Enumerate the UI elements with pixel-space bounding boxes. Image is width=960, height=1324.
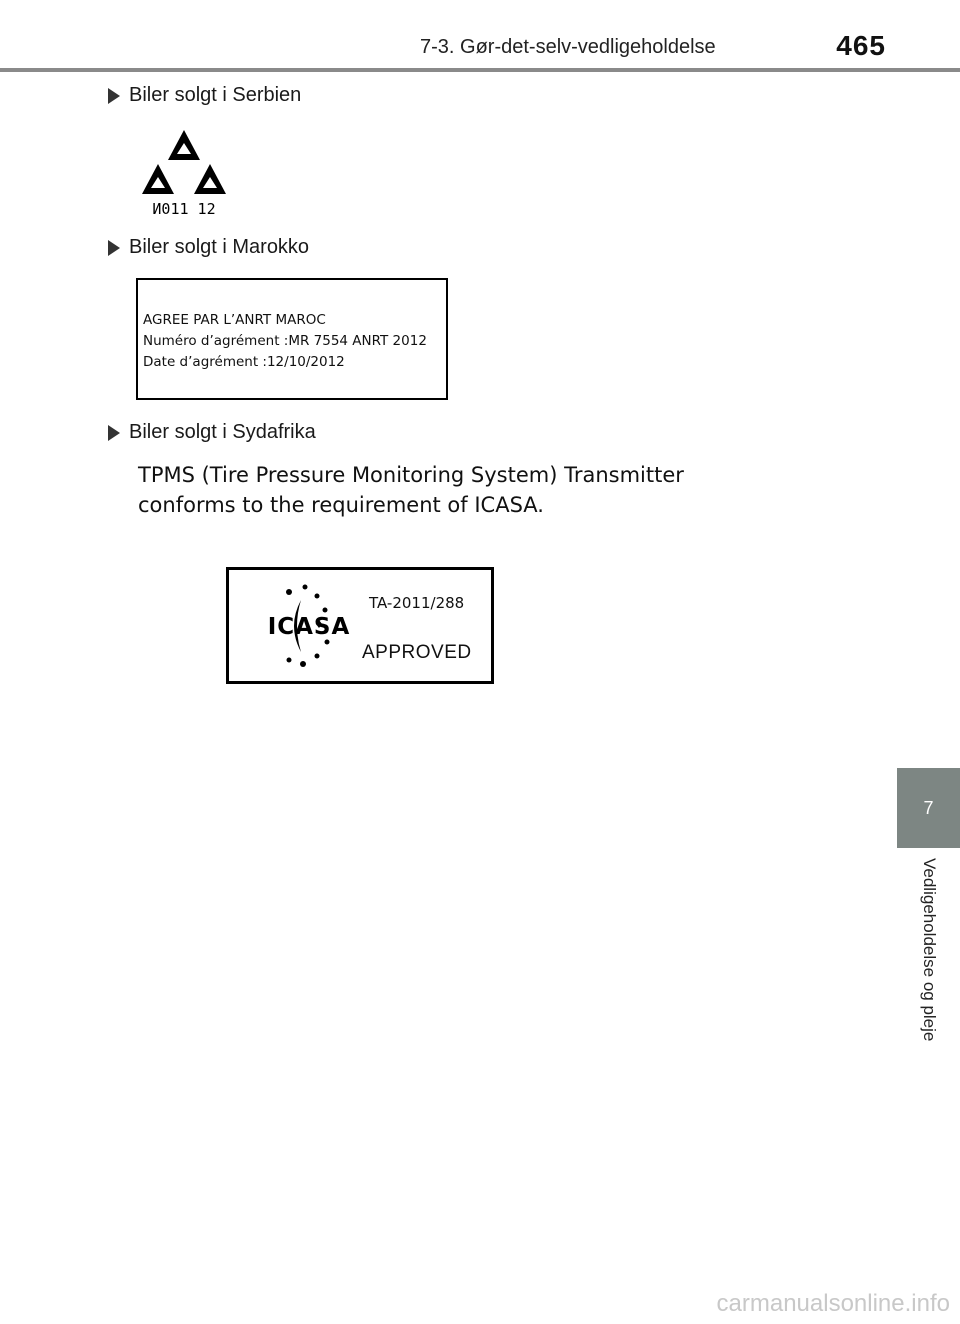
heading-south-africa-label: Biler solgt i Sydafrika	[129, 421, 316, 443]
bullet-triangle-icon	[108, 88, 120, 104]
header-title: 7-3. Gør-det-selv-vedligeholdelse	[420, 36, 716, 58]
heading-south-africa	[108, 421, 316, 444]
chapter-tab-number	[897, 768, 960, 848]
icasa-approval-label	[226, 567, 494, 684]
icasa-status: APPROVED	[362, 642, 472, 663]
icasa-reference: TA-2011/288	[369, 594, 465, 612]
south-africa-line-1: TPMS (Tire Pressure Monitoring System) Transmitter	[138, 463, 684, 487]
morocco-line-3: Date d’agrément :12/10/2012	[143, 354, 345, 370]
heading-serbia	[108, 84, 301, 107]
morocco-line-1: AGREE PAR L’ANRT MAROC	[143, 312, 326, 328]
chapter-tab-label	[897, 848, 960, 1268]
morocco-line-2: Numéro d’agrément :MR 7554 ANRT 2012	[143, 333, 427, 349]
heading-morocco	[108, 236, 309, 259]
heading-serbia-label: Biler solgt i Serbien	[129, 84, 302, 106]
icasa-logo-icon	[253, 580, 361, 672]
south-africa-line-2: conforms to the requirement of ICASA.	[138, 493, 544, 517]
triangle-symbol-icon	[142, 130, 226, 194]
page-number: 465	[836, 30, 886, 61]
icasa-logo-text: ICASA	[267, 614, 351, 640]
bullet-triangle-icon	[108, 425, 120, 441]
serbia-mark-code: И011 12	[152, 200, 216, 218]
south-africa-statement	[138, 460, 778, 520]
chapter-number: 7	[923, 797, 934, 818]
header-rule	[0, 68, 960, 72]
bullet-triangle-icon	[108, 240, 120, 256]
serbia-approval-mark	[138, 126, 230, 220]
morocco-approval-box	[136, 278, 448, 400]
heading-morocco-label: Biler solgt i Marokko	[129, 236, 310, 258]
footer-watermark: carmanualsonline.info	[716, 1290, 950, 1317]
chapter-label: Vedligeholdelse og pleje	[919, 858, 939, 1042]
